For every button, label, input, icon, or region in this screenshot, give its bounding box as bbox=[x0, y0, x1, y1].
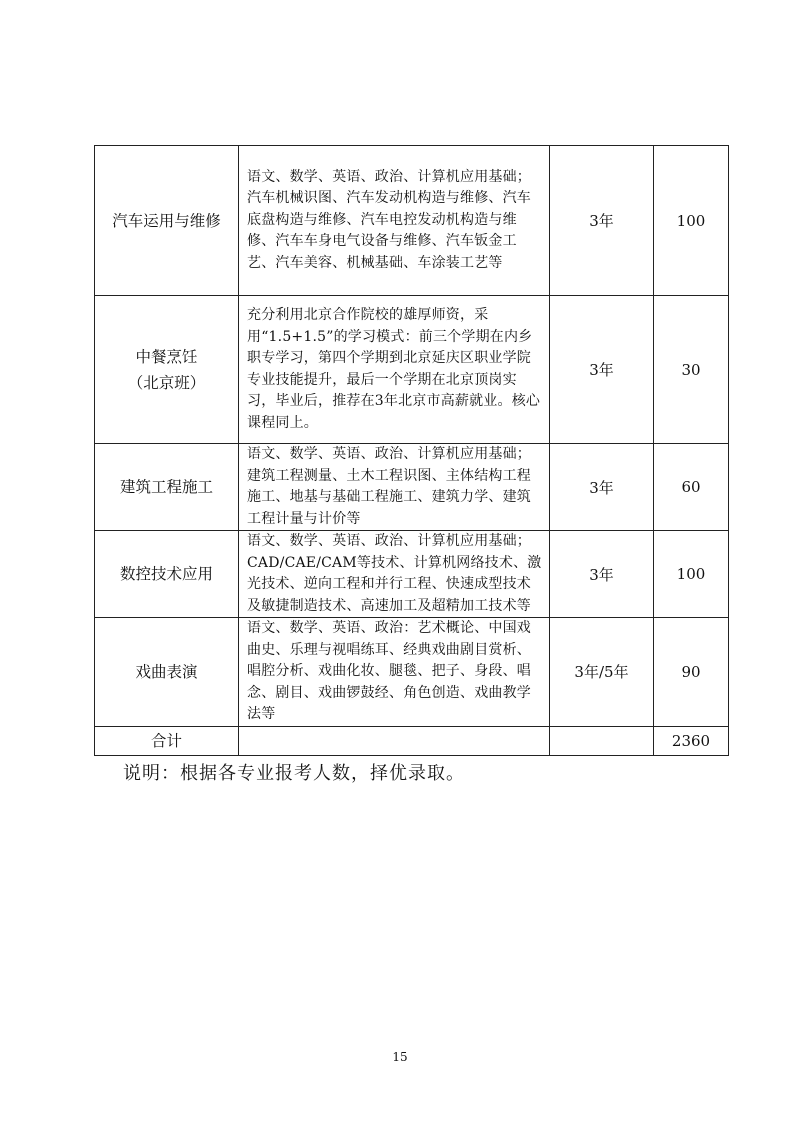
major-name: 汽车运用与维修 bbox=[112, 211, 221, 230]
years-cell: 3年 bbox=[550, 444, 654, 531]
admission-note: 说明：根据各专业报考人数，择优录取。 bbox=[123, 763, 465, 784]
major-name: 中餐烹饪 bbox=[135, 347, 198, 366]
years-cell: 3年/5年 bbox=[550, 618, 654, 727]
courses-cell: 语文、数学、英语、政治、计算机应用基础；汽车机械识图、汽车发动机构造与维修、汽车底盘构造与维修、汽车电控发动机构造与维修、汽车车身电气设备与维修、汽车钣金工艺、汽车美容、机械基础、车涂装工艺等 bbox=[239, 146, 550, 296]
table-row bbox=[95, 444, 729, 531]
plan-cell: 60 bbox=[654, 444, 729, 531]
major-name: 数控技术应用 bbox=[119, 565, 213, 583]
page-number: 15 bbox=[392, 1050, 408, 1064]
table-row bbox=[95, 296, 729, 444]
major-subtitle: （北京班） bbox=[127, 373, 206, 392]
plan-cell: 90 bbox=[654, 618, 729, 727]
plan-cell: 100 bbox=[654, 146, 729, 296]
major-cell bbox=[95, 146, 239, 296]
plan-cell: 30 bbox=[654, 296, 729, 444]
enrollment-table bbox=[94, 145, 729, 756]
total-years-cell bbox=[550, 726, 654, 755]
table-row bbox=[95, 618, 729, 727]
courses-cell: 语文、数学、英语、政治、计算机应用基础；建筑工程测量、土木工程识图、主体结构工程施工、地基与基础工程施工、建筑力学、建筑工程计量与计价等 bbox=[239, 444, 550, 531]
major-cell bbox=[95, 618, 239, 727]
major-name: 建筑工程施工 bbox=[119, 478, 213, 496]
years-cell: 3年 bbox=[550, 296, 654, 444]
years-cell: 3年 bbox=[550, 531, 654, 618]
major-name: 戏曲表演 bbox=[135, 662, 198, 681]
courses-cell: 语文、数学、英语、政治：艺术概论、中国戏曲史、乐理与视唱练耳、经典戏曲剧目赏析、唱腔分析、戏曲化妆、腿毯、把子、身段、唱念、剧目、戏曲锣鼓经、角色创造、戏曲教学法等 bbox=[239, 618, 550, 727]
total-row bbox=[95, 726, 729, 755]
major-cell bbox=[95, 444, 239, 531]
table-row bbox=[95, 146, 729, 296]
plan-cell: 100 bbox=[654, 531, 729, 618]
total-label: 合计 bbox=[95, 726, 239, 755]
table-row bbox=[95, 531, 729, 618]
major-cell bbox=[95, 531, 239, 618]
major-cell bbox=[95, 296, 239, 444]
years-cell: 3年 bbox=[550, 146, 654, 296]
total-plan: 2360 bbox=[654, 726, 729, 755]
courses-cell: 充分利用北京合作院校的雄厚师资，采用“1.5+1.5”的学习模式：前三个学期在内乡职专学习，第四个学期到北京延庆区职业学院专业技能提升，最后一个学期在北京顶岗实习，毕业后，推荐在3年北京市高薪就业。核心课程同上。 bbox=[239, 296, 550, 444]
courses-cell: 语文、数学、英语、政治、计算机应用基础；CAD/CAE/CAM等技术、计算机网络技术、激光技术、逆向工程和并行工程、快速成型技术及敏捷制造技术、高速加工及超精加工技术等 bbox=[239, 531, 550, 618]
total-courses-cell bbox=[239, 726, 550, 755]
